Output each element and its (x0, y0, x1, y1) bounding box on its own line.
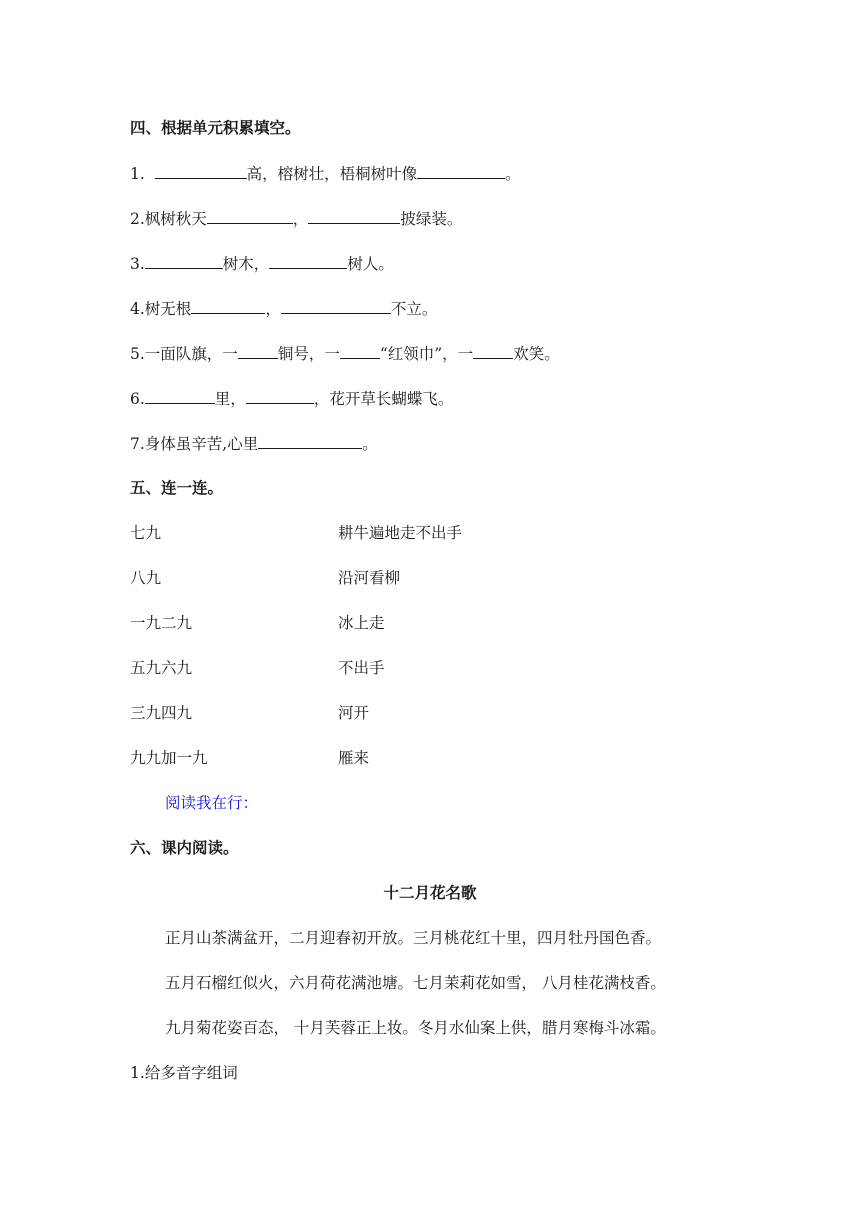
blank-field[interactable] (246, 388, 314, 404)
blank-field[interactable] (417, 163, 505, 179)
section5-heading: 五、连一连。 (130, 478, 224, 497)
match-left-item[interactable]: 三九四九 (130, 704, 193, 722)
poem-line: 五月石榴红似火，六月荷花满池塘。七月茉莉花如雪， 八月桂花满枝香。 (165, 974, 666, 992)
section6-heading: 六、课内阅读。 (130, 838, 239, 857)
item-text: 。 (505, 165, 521, 183)
blank-field[interactable] (145, 253, 223, 269)
item-number: 4. (130, 300, 145, 318)
blank-field[interactable] (238, 343, 278, 359)
poem-line: 九月菊花姿百态， 十月芙蓉正上妆。冬月水仙案上供，腊月寒梅斗冰霜。 (165, 1019, 666, 1037)
match-left-item[interactable]: 一九二九 (130, 614, 193, 632)
blank-field[interactable] (145, 388, 215, 404)
match-right-item[interactable]: 不出手 (338, 659, 385, 677)
blank-field[interactable] (155, 163, 247, 179)
item-text: 树木， (222, 255, 270, 273)
blank-field[interactable] (308, 208, 400, 224)
blank-field[interactable] (269, 253, 347, 269)
item-text: 欢笑。 (513, 345, 560, 363)
item-number: 6. (130, 390, 145, 408)
poem-line: 正月山茶满盆开，二月迎春初开放。三月桃花红十里，四月牡丹国色香。 (165, 929, 662, 947)
item-text: 不立。 (390, 300, 438, 318)
fill-item-5 (130, 343, 560, 364)
item-text: 铜号，一 (277, 345, 340, 363)
fill-item-2 (130, 208, 462, 229)
item-text: 里， (214, 390, 246, 408)
item-text: 树无根 (144, 300, 192, 318)
fill-item-6 (130, 388, 453, 409)
item-number: 7. (130, 435, 145, 453)
blank-field[interactable] (191, 298, 265, 314)
blank-field[interactable] (258, 433, 362, 449)
item-number: 2. (130, 210, 145, 228)
match-left-item[interactable]: 八九 (130, 569, 162, 587)
item-number: 1. (130, 165, 145, 183)
poem-title: 十二月花名歌 (383, 883, 477, 902)
fill-item-7 (130, 433, 378, 454)
item-text: 高，榕树壮，梧桐树叶像 (246, 165, 418, 183)
item-text: 一面队旗，一 (144, 345, 238, 363)
match-right-item[interactable]: 沿河看柳 (338, 569, 401, 587)
item-number: 5. (130, 345, 145, 363)
item-number: 3. (130, 255, 145, 273)
item-text: “红领巾”，一 (379, 345, 474, 363)
item-text: 身体虽辛苦,心里 (144, 435, 259, 453)
fill-item-4 (130, 298, 437, 319)
blank-field[interactable] (473, 343, 513, 359)
item-text: 。 (362, 435, 378, 453)
item-text: ，花开草长蝴蝶飞。 (313, 390, 454, 408)
fill-item-1 (130, 163, 521, 184)
item-text: 披绿装。 (400, 210, 463, 228)
blank-field[interactable] (340, 343, 380, 359)
item-text: ， (292, 210, 309, 228)
match-right-item[interactable]: 耕牛遍地走不出手 (338, 524, 463, 542)
match-right-item[interactable]: 雁来 (338, 749, 370, 767)
question-1: 1.给多音字组词 (130, 1064, 238, 1082)
item-text: 树人。 (347, 255, 394, 273)
blank-field[interactable] (207, 208, 293, 224)
match-left-item[interactable]: 五九六九 (130, 659, 193, 677)
match-right-item[interactable]: 冰上走 (338, 614, 385, 632)
match-left-item[interactable]: 九九加一九 (130, 749, 208, 767)
match-right-item[interactable]: 河开 (338, 704, 370, 722)
reading-label: 阅读我在行： (165, 794, 259, 812)
item-text: ， (265, 300, 281, 318)
item-text: 枫树秋天 (144, 210, 207, 228)
blank-field[interactable] (281, 298, 391, 314)
section4-heading: 四、根据单元积累填空。 (130, 118, 301, 137)
match-left-item[interactable]: 七九 (130, 524, 162, 542)
fill-item-3 (130, 253, 394, 274)
